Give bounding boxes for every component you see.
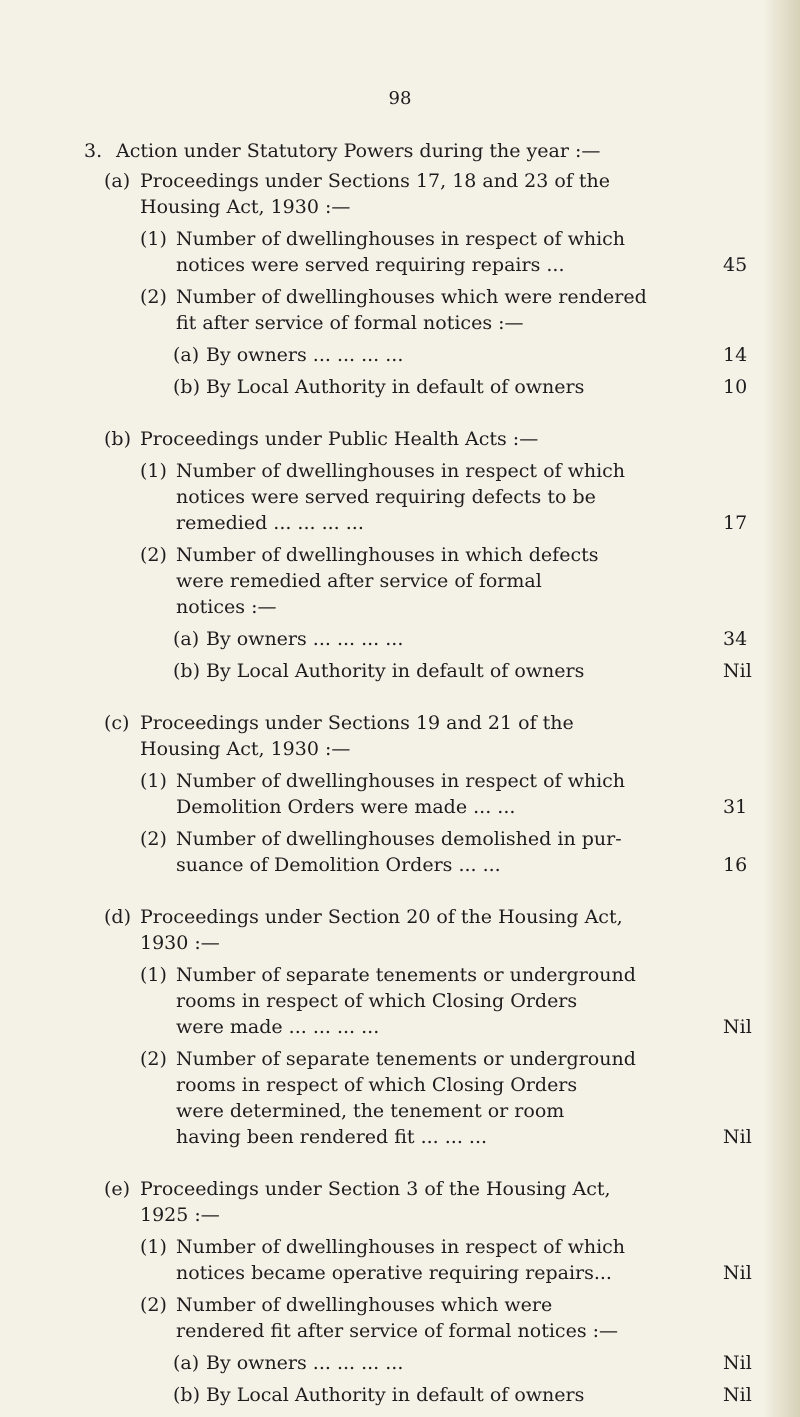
page-edge-shadow [764,0,800,1417]
item-label: (b) [173,1384,200,1406]
item-text-line: notices became operative requiring repairs... [176,1262,612,1284]
item-value: Nil [723,1262,752,1284]
item-label: (1) [140,1236,167,1258]
item-text-line: suance of Demolition Orders ... ... [176,854,501,876]
item-text-line: Number of dwellinghouses which were rendered [176,286,647,308]
item-value: Nil [723,1126,752,1148]
item-text-line: Number of dwellinghouses in respect of which [176,770,626,792]
item-value: 17 [723,512,748,534]
item-text-line: Number of dwellinghouses in respect of which [176,460,626,482]
section-title-line: Housing Act, 1930 :— [140,738,351,760]
item-text-line: Demolition Orders were made ... ... [176,796,516,818]
section-label: (d) [104,906,131,928]
item-label: (b) [173,376,200,398]
item-text-line: Number of separate tenements or underground [176,964,636,986]
section-title-line: Proceedings under Section 3 of the Housing Act, [140,1178,611,1200]
item-text-line: Number of dwellinghouses in respect of which [176,1236,626,1258]
item-label: (2) [140,286,167,308]
section-title-line: 1930 :— [140,932,220,954]
item-label: (2) [140,828,167,850]
item-label: (1) [140,460,167,482]
section-label: (b) [104,428,131,450]
item-value: Nil [723,1384,752,1406]
item-text-line: Number of dwellinghouses in respect of which [176,228,626,250]
item-text-line: By Local Authority in default of owners [206,1384,585,1406]
item-text-line: were determined, the tenement or room [176,1100,565,1122]
section-title-line: Proceedings under Sections 17, 18 and 23 of the [140,170,611,192]
item-value: 31 [723,796,748,818]
section-title-line: Housing Act, 1930 :— [140,196,351,218]
item-label: (2) [140,544,167,566]
item-text-line: notices were served requiring repairs ... [176,254,565,276]
item-value: 45 [723,254,748,276]
item-label: (1) [140,228,167,250]
section-title-line: Proceedings under Section 20 of the Housing Act, [140,906,623,928]
item-label: (b) [173,660,200,682]
section-label: (c) [104,712,130,734]
item-value: 34 [723,628,748,650]
item-label: (2) [140,1294,167,1316]
item-label: (a) [173,628,200,650]
section-title-line: Proceedings under Sections 19 and 21 of the [140,712,574,734]
item-label: (2) [140,1048,167,1070]
item-text-line: notices :— [176,596,277,618]
item-text-line: rooms in respect of which Closing Orders [176,990,578,1012]
item-text-line: By owners ... ... ... ... [206,1352,404,1374]
item-value: 10 [723,376,748,398]
item-text-line: were remedied after service of formal [176,570,542,592]
item-label: (1) [140,964,167,986]
item-text-line: remedied ... ... ... ... [176,512,364,534]
section-label: (e) [104,1178,131,1200]
item-label: (a) [173,1352,200,1374]
section-title-line: Proceedings under Public Health Acts :— [140,428,539,450]
item-text-line: having been rendered fit ... ... ... [176,1126,488,1148]
item-value: Nil [723,1016,752,1038]
item-text-line: Number of dwellinghouses demolished in pur- [176,828,622,850]
item-text-line: By owners ... ... ... ... [206,628,404,650]
item-text-line: were made ... ... ... ... [176,1016,380,1038]
item-text-line: Number of dwellinghouses in which defects [176,544,599,566]
item-text-line: By Local Authority in default of owners [206,660,585,682]
heading-number: 3. [84,140,103,162]
item-text-line: By owners ... ... ... ... [206,344,404,366]
item-text-line: Number of dwellinghouses which were [176,1294,553,1316]
item-value: 14 [723,344,748,366]
item-text-line: rooms in respect of which Closing Orders [176,1074,578,1096]
item-value: Nil [723,1352,752,1374]
heading-text: Action under Statutory Powers during the year :— [116,140,601,162]
item-value: 16 [723,854,748,876]
section-label: (a) [104,170,131,192]
section-title-line: 1925 :— [140,1204,220,1226]
item-text-line: Number of separate tenements or underground [176,1048,636,1070]
page-number: 98 [388,88,412,109]
item-value: Nil [723,660,752,682]
item-text-line: By Local Authority in default of owners [206,376,585,398]
item-label: (a) [173,344,200,366]
item-text-line: notices were served requiring defects to be [176,486,596,508]
item-text-line: fit after service of formal notices :— [176,312,524,334]
item-label: (1) [140,770,167,792]
item-text-line: rendered fit after service of formal notices :— [176,1320,619,1342]
